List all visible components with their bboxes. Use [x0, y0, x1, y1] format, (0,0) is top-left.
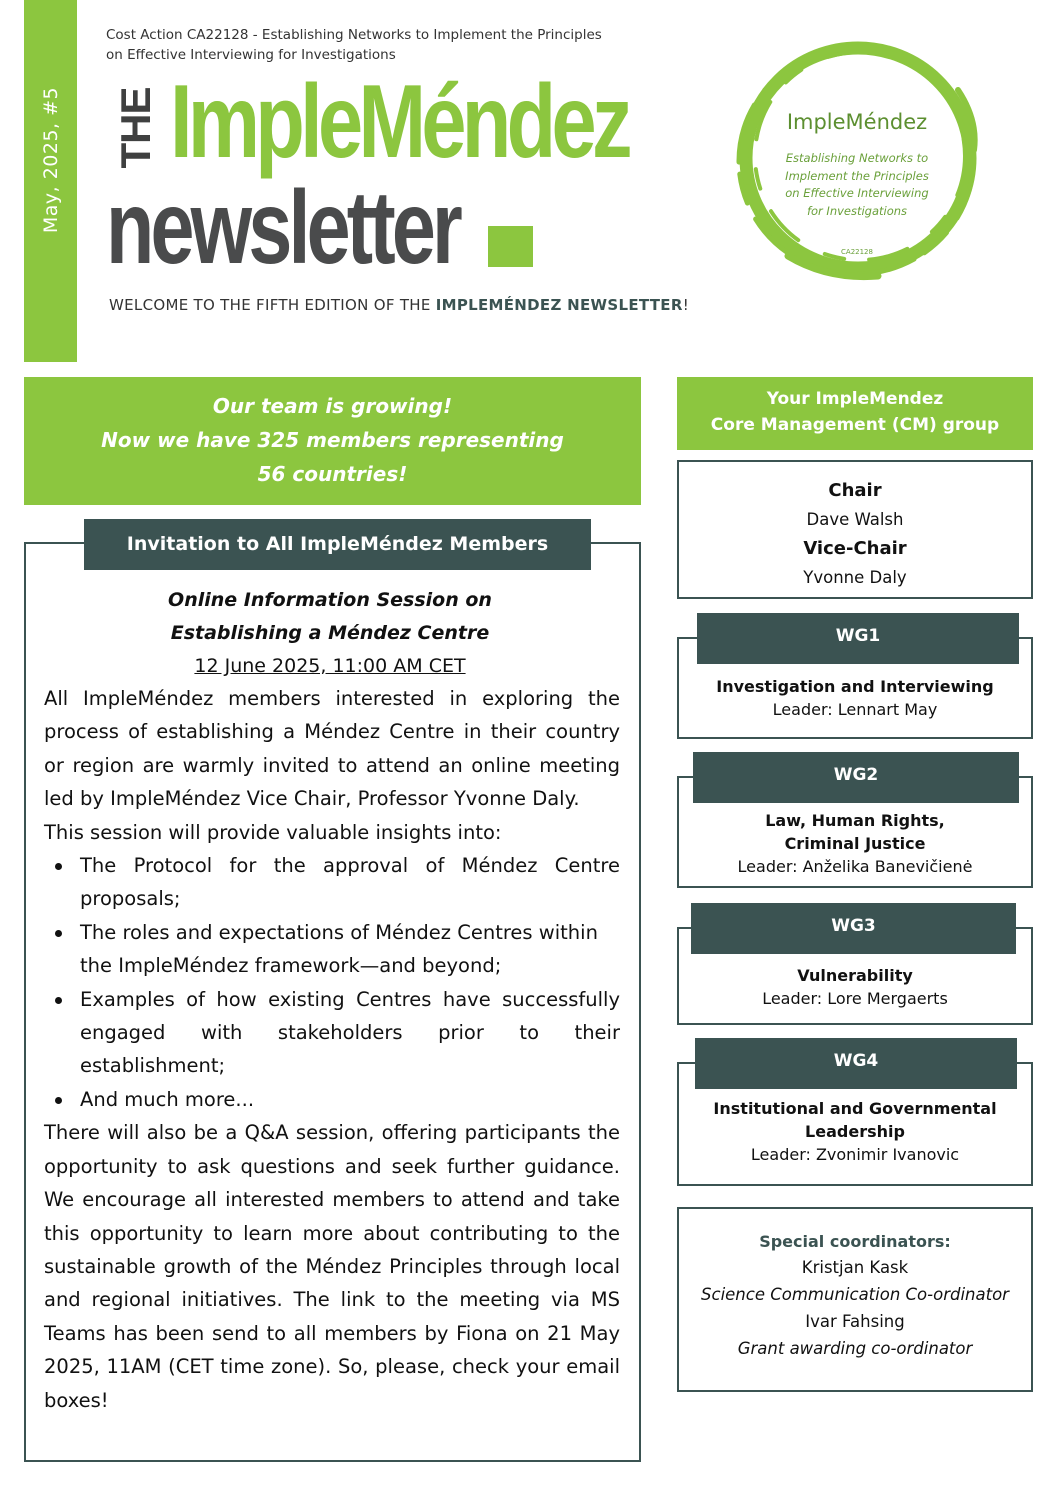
special-coordinators-box	[677, 1207, 1033, 1392]
list-item: The Protocol for the approval of Méndez Centre proposals;	[44, 849, 620, 916]
logo-code: CA22128	[841, 248, 873, 256]
logo-subtitle: Establishing Networks to Implement the Principles on Effective Interviewing for Investigations	[785, 151, 929, 218]
insights-list	[44, 849, 620, 1116]
logo-title: ImpleMéndez	[786, 110, 928, 134]
masthead-newsletter: newsletter	[106, 170, 459, 286]
invitation-header: Invitation to All ImpleMéndez Members	[84, 519, 591, 570]
welcome-line: WELCOME TO THE FIFTH EDITION OF THE IMPLEMÉNDEZ NEWSLETTER!	[109, 296, 690, 314]
invitation-intro: All ImpleMéndez members interested in exploring the process of establishing a Méndez Centre in their country or region are warmly invited to attend an online meeting led by ImpleMéndez Vice Chair, Professor Yvonne Daly.	[44, 687, 620, 811]
growth-line-2: Now we have 325 members representing	[101, 428, 564, 452]
wg4-tab: WG4	[695, 1038, 1017, 1089]
wg1-tab: WG1	[697, 613, 1019, 664]
masthead-brand: ImpleMéndez	[170, 64, 628, 180]
invitation-body	[44, 682, 620, 1417]
chair-box	[677, 460, 1033, 599]
insights-lead: This session will provide valuable insights into:	[44, 820, 502, 844]
growth-banner	[24, 377, 641, 505]
masthead-square	[488, 226, 533, 267]
chair-name: Dave Walsh	[806, 510, 904, 529]
coordinator-role: Science Communication Co-ordinator	[701, 1285, 1009, 1304]
growth-line-3: 56 countries!	[257, 462, 408, 486]
wg4-details: Institutional and Governmental Leadership Leader: Zvonimir Ivanovic	[713, 1099, 997, 1164]
wg3-details: Vulnerability Leader: Lore Mergaerts	[762, 966, 948, 1008]
wg3-tab: WG3	[691, 903, 1016, 954]
action-title: Cost Action CA22128 - Establishing Networks to Implement the Principles on Effective Interviewing for Investigations	[106, 27, 602, 63]
growth-line-1: Our team is growing!	[212, 394, 453, 418]
list-item: The roles and expectations of Méndez Centres within the ImpleMéndez framework—and beyond;	[44, 916, 620, 983]
vice-chair-label: Vice-Chair	[803, 538, 907, 559]
wg2-details: Law, Human Rights, Criminal Justice Leader: Anželika Banevičienė	[737, 811, 973, 876]
cm-header: Your ImpleMendez Core Management (CM) group	[677, 377, 1033, 450]
invitation-closing: There will also be a Q&A session, offering participants the opportunity to ask questions and seek further guidance. We encourage all interested members to attend and take this opportunity to learn more about contributing to the sustainable growth of the Méndez Principles through local and regional initiatives. The link to the meeting via MS Teams has been send to all members by Fiona on 21 May 2025, 11AM (CET time zone). So, please, check your email boxes!	[44, 1121, 620, 1412]
wg1-details: Investigation and Interviewing Leader: Lennart May	[716, 677, 994, 719]
list-item: Examples of how existing Centres have successfully engaged with stakeholders prior to their establishment;	[44, 983, 620, 1083]
coordinators-heading: Special coordinators:	[759, 1232, 951, 1251]
session-title: Online Information Session on Establishing a Méndez Centre	[168, 589, 492, 644]
masthead-the: THE	[112, 87, 159, 169]
wg2-tab: WG2	[693, 752, 1019, 803]
coordinator-name: Ivar Fahsing	[805, 1312, 905, 1331]
coordinator-name: Kristjan Kask	[801, 1258, 909, 1277]
implemendez-logo	[728, 30, 986, 290]
issue-date: May, 2025, #5	[40, 86, 62, 234]
session-date: 12 June 2025, 11:00 AM CET	[194, 655, 466, 677]
chair-label: Chair	[828, 480, 882, 501]
list-item: And much more...	[44, 1083, 620, 1116]
coordinator-role: Grant awarding co-ordinator	[737, 1339, 973, 1358]
vice-chair-name: Yvonne Daly	[803, 568, 907, 587]
